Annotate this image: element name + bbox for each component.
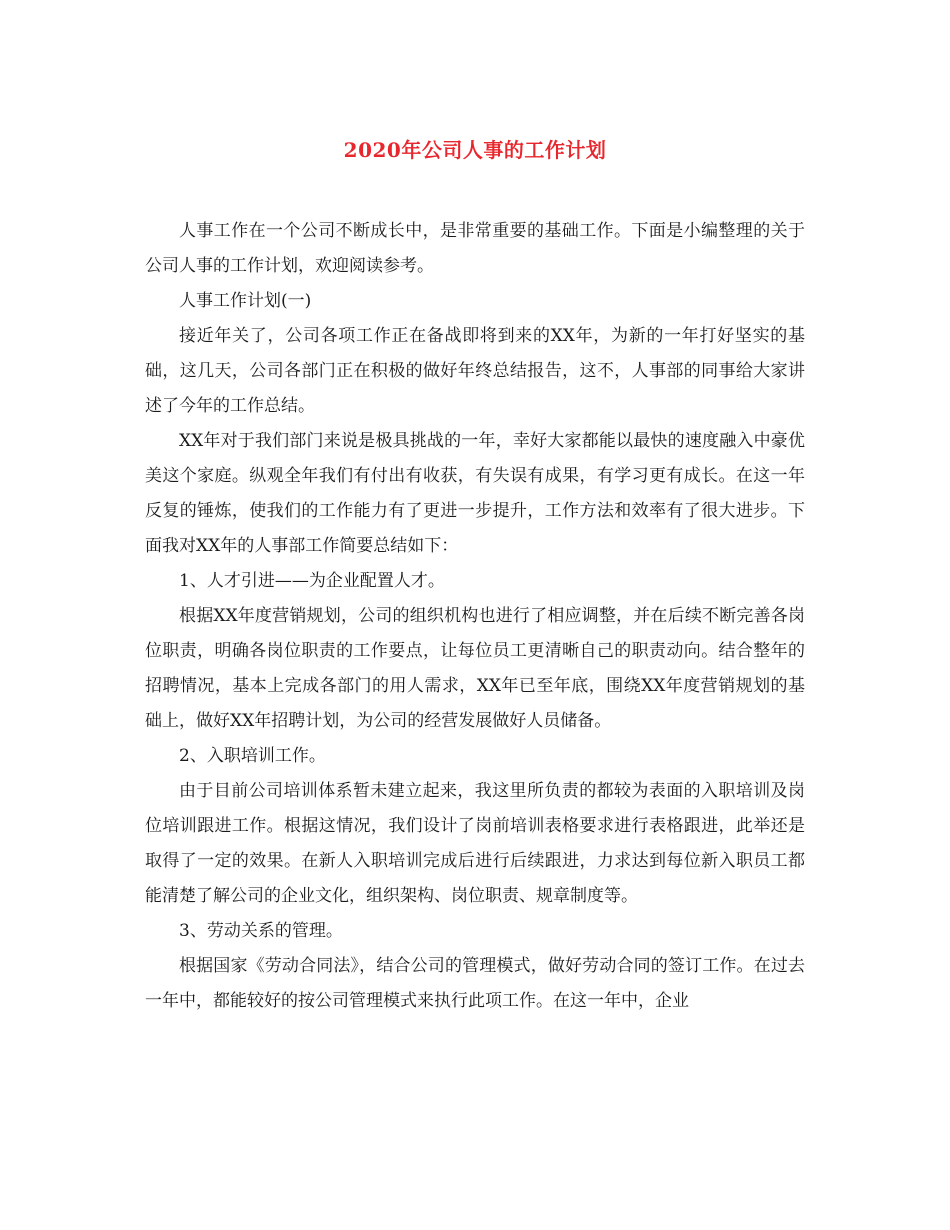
paragraph: 根据XX年度营销规划，公司的组织机构也进行了相应调整，并在后续不断完善各岗位职责，明确各岗位职责的工作要点，让每位员工更清晰自己的职责动向。结合整年的招聘情况，基本上完成各部门的用人需求，XX年已至年底，围绕XX年度营销规划的基础上，做好XX年招聘计划，为公司的经营发展做好人员储备。 — [145, 606, 805, 731]
item-heading-labor-relations: 3、劳动关系的管理。 — [179, 921, 343, 941]
paragraph: 根据国家《劳动合同法》，结合公司的管理模式，做好劳动合同的签订工作。在过去一年中，都能较好的按公司管理模式来执行此项工作。在这一年中，企业 — [145, 956, 805, 1011]
document-body — [145, 214, 805, 1019]
paragraph: 由于目前公司培训体系暂未建立起来，我这里所负责的都较为表面的入职培训及岗位培训跟进工作。根据这情况，我们设计了岗前培训表格要求进行表格跟进，此举还是取得了一定的效果。在新人入职培训完成后进行后续跟进，力求达到每位新入职员工都能清楚了解公司的企业文化，组织架构、岗位职责、规章制度等。 — [145, 781, 805, 906]
document-title: 2020年公司人事的工作计划 — [343, 138, 607, 162]
paragraph: XX年对于我们部门来说是极具挑战的一年，幸好大家都能以最快的速度融入中豪优美这个家庭。纵观全年我们有付出有收获，有失误有成果，有学习更有成长。在这一年反复的锤炼，使我们的工作能力有了更进一步提升，工作方法和效率有了很大进步。下面我对XX年的人事部工作简要总结如下： — [145, 431, 805, 556]
item-heading-talent: 1、人才引进——为企业配置人才。 — [179, 571, 445, 591]
section-heading-plan-1: 人事工作计划(一) — [179, 291, 312, 311]
item-heading-training: 2、入职培训工作。 — [179, 746, 326, 766]
paragraph-intro: 人事工作在一个公司不断成长中，是非常重要的基础工作。下面是小编整理的关于公司人事的工作计划，欢迎阅读参考。 — [145, 221, 805, 276]
paragraph: 接近年关了，公司各项工作正在备战即将到来的XX年，为新的一年打好坚实的基础，这几天，公司各部门正在积极的做好年终总结报告，这不，人事部的同事给大家讲述了今年的工作总结。 — [145, 326, 805, 416]
